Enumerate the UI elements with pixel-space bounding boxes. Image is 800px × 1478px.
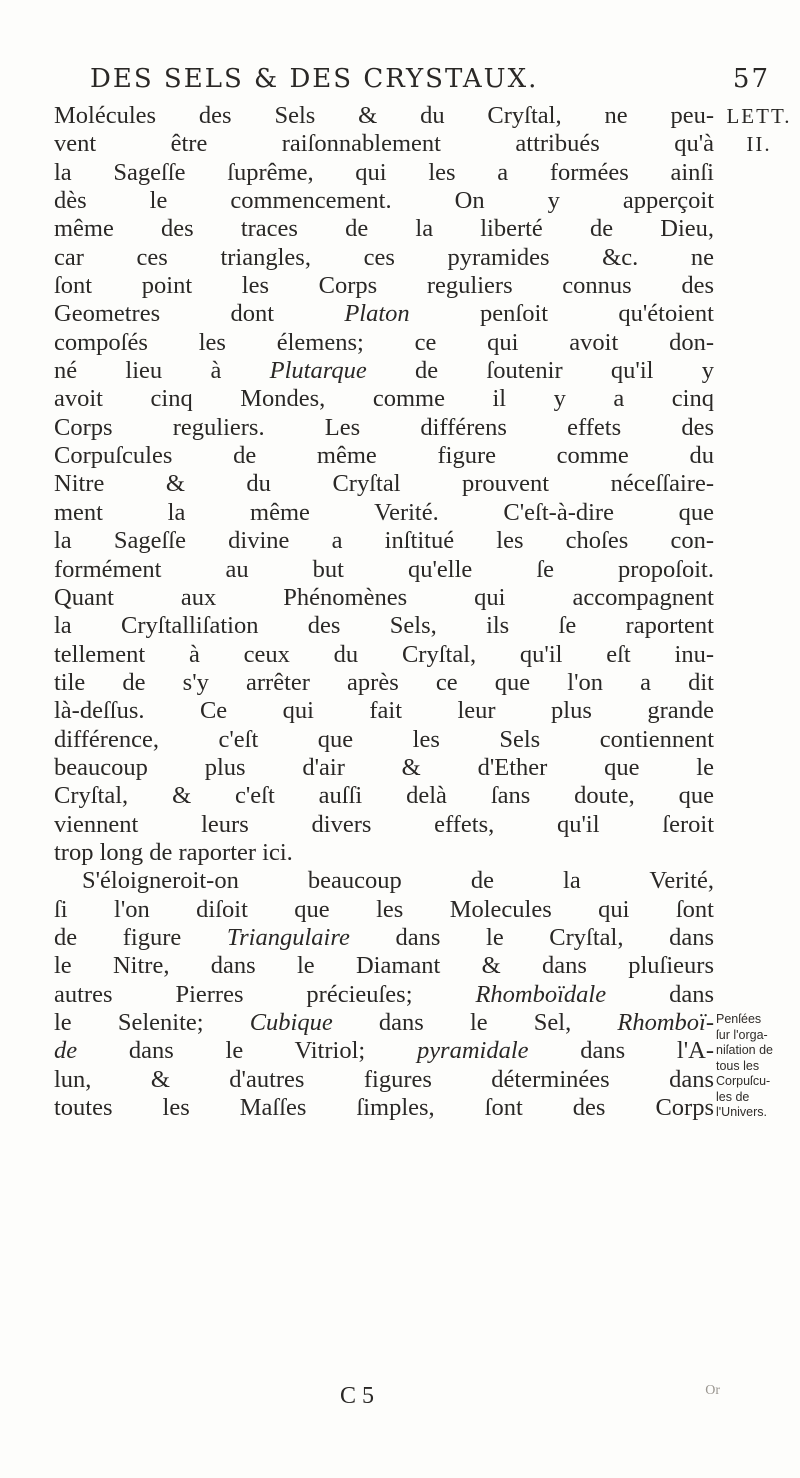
text-run: S'éloigneroit-on beaucoup de la Verité, xyxy=(82,867,714,895)
margin-note xyxy=(716,1012,800,1121)
page-header xyxy=(90,64,770,100)
signature-mark: C 5 xyxy=(340,1383,375,1409)
italic-term: de xyxy=(54,1037,78,1065)
text-run: Quant aux Phénomènes qui accompagnent xyxy=(54,583,714,611)
text-run: Corpuſcules de même figure comme du xyxy=(54,442,714,470)
text-line xyxy=(54,470,714,498)
margin-note-line: Penſées xyxy=(716,1012,762,1026)
text-run: lun, & d'autres figures déterminées dans xyxy=(54,1065,714,1093)
margin-note-line: les de xyxy=(716,1089,750,1104)
text-line xyxy=(54,641,714,669)
italic-term: Platon xyxy=(344,300,410,328)
text-line xyxy=(54,414,714,442)
italic-term: Triangulaire xyxy=(226,923,350,951)
text-line xyxy=(54,1009,714,1037)
text-run: beaucoup plus d'air & d'Ether que le xyxy=(54,753,714,781)
text-run: là-deſſus. Ce qui fait leur plus grande xyxy=(54,697,714,725)
text-line xyxy=(54,329,714,357)
text-line xyxy=(54,1066,714,1094)
text-line xyxy=(54,556,714,584)
text-line xyxy=(54,272,714,300)
text-run: Nitre & du Cryſtal prouvent néceſſaire- xyxy=(54,470,714,498)
text-line xyxy=(54,782,714,810)
text-line xyxy=(54,952,714,980)
text-run: dans l'A- xyxy=(528,1037,714,1065)
text-run: Molécules des Sels & du Cryſtal, ne peu- xyxy=(54,102,714,129)
margin-note-line: Corpuſcu- xyxy=(716,1074,771,1088)
text-run: dès le commencement. On y apperçoit xyxy=(54,187,714,215)
text-run: différence, c'eſt que les Sels contiennent xyxy=(54,725,714,753)
text-run: la Sageſſe divine a inſtitué les choſes con- xyxy=(54,527,714,555)
text-run: dans le Vitriol; xyxy=(77,1037,417,1065)
italic-term: Cubique xyxy=(249,1009,333,1036)
text-run: dans xyxy=(606,980,714,1008)
text-line xyxy=(54,357,714,385)
text-line xyxy=(54,527,714,555)
margin-note-line: niſation de xyxy=(716,1043,773,1057)
text-line xyxy=(54,385,714,413)
text-line xyxy=(54,187,714,215)
margin-note-line: tous les xyxy=(716,1058,760,1073)
letter-marker xyxy=(724,102,794,158)
text-run: tile de s'y arrêter après ce que l'on a dit xyxy=(54,668,714,696)
text-run: né lieu à xyxy=(54,357,270,385)
text-run: autres Pierres précieuſes; xyxy=(54,980,476,1008)
text-run: car ces triangles, ces pyramides &c. ne xyxy=(54,243,714,271)
text-run: toutes les Maſſes ſimples, ſont des Corps xyxy=(54,1094,714,1122)
page-footer xyxy=(340,1383,720,1413)
text-line xyxy=(54,981,714,1009)
text-run: de ſoutenir qu'il y xyxy=(366,357,714,385)
text-run: le Nitre, dans le Diamant & dans pluſieurs xyxy=(54,952,714,980)
text-line xyxy=(54,697,714,725)
text-run: ment la même Verité. C'eſt-à-dire que xyxy=(54,498,714,526)
body-text xyxy=(54,102,714,1122)
text-line xyxy=(54,244,714,272)
text-run: de figure xyxy=(54,923,227,951)
text-run: formément au but qu'elle ſe propoſoit. xyxy=(54,555,714,583)
text-run: penſoit qu'étoient xyxy=(409,300,714,328)
text-line xyxy=(54,102,714,130)
text-line xyxy=(54,584,714,612)
text-line xyxy=(54,499,714,527)
italic-term: Rhomboïdale xyxy=(475,980,607,1008)
italic-term: Rhomboï- xyxy=(617,1009,714,1036)
text-run: ſi l'on diſoit que les Molecules qui ſont xyxy=(54,895,714,923)
text-run: compoſés les élemens; ce qui avoit don- xyxy=(54,328,714,356)
text-line xyxy=(54,896,714,924)
page-number: 57 xyxy=(732,64,770,94)
text-run: tellement à ceux du Cryſtal, qu'il eſt inu- xyxy=(54,640,714,668)
italic-term: pyramidale xyxy=(416,1037,529,1065)
text-run: viennent leurs divers effets, qu'il ſeroit xyxy=(54,810,714,838)
margin-note-line: ſur l'orga- xyxy=(716,1027,768,1042)
text-run: Cryſtal, & c'eſt auſſi delà ſans doute, que xyxy=(54,782,714,810)
text-run: dans le Sel, xyxy=(332,1009,618,1036)
text-line xyxy=(54,1037,714,1065)
letter-marker-label: LETT. xyxy=(726,104,792,128)
text-run: trop long de raporter ici. xyxy=(54,838,293,866)
text-run: la Cryſtalliſation des Sels, ils ſe raportent xyxy=(54,612,714,640)
text-line xyxy=(54,669,714,697)
text-line xyxy=(54,442,714,470)
running-title: DES SELS & DES CRYSTAUX. xyxy=(90,64,539,94)
text-line xyxy=(54,300,714,328)
catchword: Or xyxy=(705,1383,720,1398)
text-run: ſont point les Corps reguliers connus des xyxy=(54,272,714,300)
text-run: dans le Cryſtal, dans xyxy=(349,923,714,951)
text-run: le Selenite; xyxy=(54,1009,250,1036)
text-line xyxy=(54,215,714,243)
text-run: Geometres dont xyxy=(54,300,345,328)
text-run: même des traces de la liberté de Dieu, xyxy=(54,215,714,243)
text-run: vent être raiſonnablement attribués qu'à xyxy=(54,130,714,158)
text-run: la Sageſſe ſuprême, qui les a formées ainſi xyxy=(54,158,714,186)
italic-term: Plutarque xyxy=(269,357,367,385)
text-line xyxy=(54,811,714,839)
text-line xyxy=(54,612,714,640)
text-line xyxy=(54,839,714,867)
text-line xyxy=(54,924,714,952)
text-line xyxy=(54,867,714,895)
text-line xyxy=(54,159,714,187)
letter-marker-number: II. xyxy=(746,132,772,156)
text-run: Corps reguliers. Les différens effets des xyxy=(54,413,714,441)
text-run: avoit cinq Mondes, comme il y a cinq xyxy=(54,385,714,413)
text-line xyxy=(54,754,714,782)
text-line xyxy=(54,130,714,158)
margin-note-line: l'Univers. xyxy=(716,1105,768,1119)
text-line xyxy=(54,1094,714,1122)
text-line xyxy=(54,726,714,754)
